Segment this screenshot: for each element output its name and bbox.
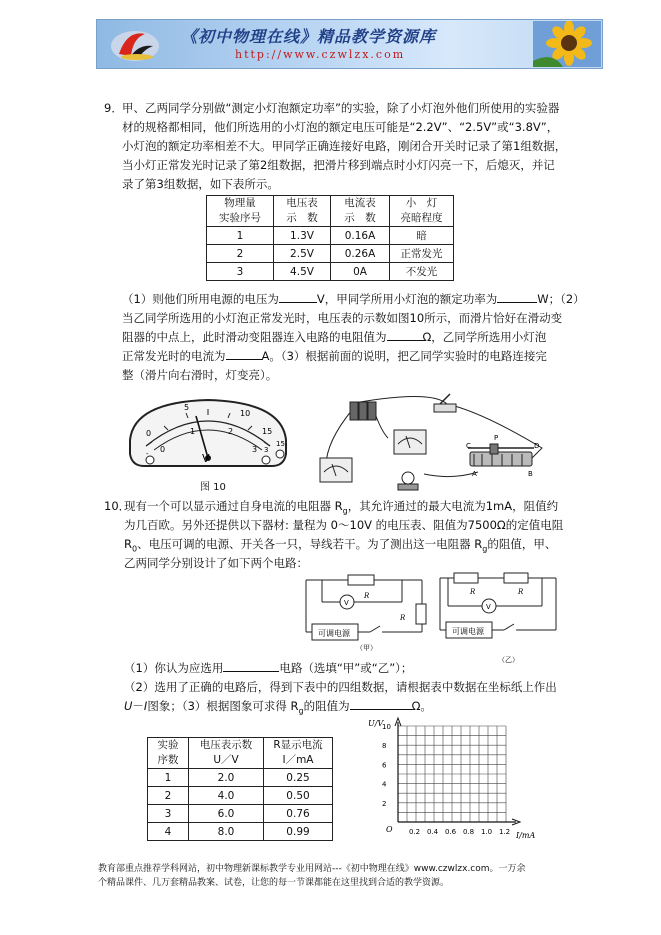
x-tick-label: 1.0 (481, 828, 493, 836)
answer-blank[interactable] (223, 659, 279, 672)
svg-text:15: 15 (262, 427, 273, 436)
svg-text:1: 1 (190, 427, 196, 436)
q9-number: 9． (104, 101, 123, 115)
y-tick-label: 10 (382, 723, 391, 731)
q10-line-4: 乙两同学分别设计了如下两个电路： (124, 556, 308, 570)
svg-text:（甲）: （甲） (356, 644, 377, 652)
table-row: 1 1.3V 0.16A 暗 (207, 227, 454, 245)
sunflower-icon (533, 21, 601, 67)
svg-text:P: P (494, 434, 499, 442)
graph-grid (398, 726, 506, 822)
svg-text:R: R (364, 592, 370, 600)
svg-text:R: R (470, 588, 476, 596)
ui-graph-paper (366, 716, 546, 840)
svg-text:D: D (534, 442, 540, 450)
banner-url[interactable]: http://www.czwlzx.com (235, 48, 406, 61)
q10-line-1: 现有一个可以显示通过自身电流的电阻器 $R_g$，其允许通过的最大电流为1mA，阻值约 (124, 499, 559, 516)
answer-blank[interactable] (497, 290, 537, 303)
svg-text:3: 3 (252, 445, 258, 454)
table-header-row: 物理量 实验序号 电压表 示 数 电流表 示 数 小 灯 亮暗程度 (207, 196, 454, 227)
x-tick-label: 0.4 (427, 828, 439, 836)
svg-text:0: 0 (146, 429, 152, 438)
q9-line-2: 材的规格都相同，他们所选用的小灯泡的额定电压可能是“2.2V”、“2.5V”或“3.8V”， (122, 120, 559, 134)
svg-text:V: V (486, 603, 491, 611)
svg-text:R: R (518, 588, 524, 596)
svg-text:可调电源: 可调电源 (452, 627, 484, 636)
q10-line-2: 为几百欧。另外还提供以下器材: 量程为 0～10V 的电压表、阻值为7500Ω的定值电阻 (124, 518, 564, 532)
resistor-icon (454, 573, 478, 583)
table-row: 2 4.0 0.50 (148, 787, 333, 805)
svg-text:C: C (466, 442, 471, 450)
q9-data-table (206, 195, 454, 281)
switch-icon (504, 624, 514, 630)
x-tick-label: 0.8 (463, 828, 475, 836)
switch-icon (370, 626, 380, 632)
x-tick-label: 1.2 (499, 828, 511, 836)
q10-data-table (147, 737, 333, 841)
svg-text:3: 3 (264, 446, 269, 454)
q10-subq-3: U－I图象；（3）根据图象可求得 $R_g$的阻值为 Ω。 (124, 699, 432, 716)
battery-icon (350, 402, 376, 420)
banner-title: 《初中物理在线》精品教学资源库 (181, 27, 437, 46)
q9-subq-line-2: 当乙同学所选用的小灯泡正常发光时，电压表的示数如图10所示，而滑片恰好在滑动变 (122, 311, 563, 325)
resistor-icon (348, 575, 374, 585)
rheostat-icon (468, 444, 534, 466)
table-row: 3 4.5V 0A 不发光 (207, 263, 454, 281)
origin-label: O (386, 825, 393, 834)
table-row: 3 6.0 0.76 (148, 805, 333, 823)
svg-text:B: B (528, 470, 533, 478)
q9-subq-line-5: 整（滑片向右滑时，灯变亮）。 (122, 368, 278, 382)
svg-text:-: - (146, 450, 149, 458)
circuit-apparatus (312, 392, 548, 494)
footer-line-1: 教育部重点推荐学科网站，初中物理新课标教学专业用网站---《初中物理在线》www.czwlzx.com。一万余 (98, 864, 526, 874)
y-axis-label: U/V (368, 719, 384, 728)
q10-line-3: $R_0$、电压可调的电源、开关各一只，导线若干。为了测出这一电阻器 $R_g$的阻值，甲、 (124, 537, 557, 554)
y-tick-label: 4 (382, 780, 387, 789)
q9-subq-line-1: （1）则他们所用电源的电压为 V，甲同学所用小灯泡的额定功率为 W；（2） (122, 292, 585, 306)
voltmeter-icon (394, 430, 426, 454)
svg-text:V: V (344, 599, 349, 607)
svg-text:10: 10 (240, 409, 251, 418)
header-banner (96, 19, 603, 69)
circuit-diagram-a (300, 570, 428, 652)
answer-blank[interactable] (279, 290, 317, 303)
svg-text:V: V (202, 452, 210, 465)
svg-text:R: R (400, 614, 406, 622)
answer-blank[interactable] (387, 328, 423, 341)
svg-text:A: A (472, 470, 477, 478)
table-row: 2 2.5V 0.26A 正常发光 (207, 245, 454, 263)
x-axis-label: I/mA (516, 831, 536, 840)
resistor-icon (416, 604, 426, 624)
q9-line-4: 当小灯正常发光时记录了第2组数据，把滑片移到端点时小灯闪亮一下，后熄灭，并记 (122, 158, 555, 172)
svg-text:0: 0 (160, 445, 166, 454)
figure-10-caption: 图 10 (200, 482, 226, 493)
svg-text:2: 2 (228, 427, 234, 436)
voltmeter-dial (124, 396, 292, 472)
q9-subq-line-3: 阻器的中点上，此时滑动变阻器连入电路的电阻值为 Ω，乙同学所选用小灯泡 (122, 330, 547, 344)
svg-text:5: 5 (184, 403, 190, 412)
q10-number: 10． (104, 499, 131, 513)
circuit-diagram-b (434, 568, 562, 664)
y-tick-label: 2 (382, 799, 387, 808)
table-header-row: 实验 序数 电压表示数 U／V R显示电流 I／mA (148, 738, 333, 769)
x-tick-label: 0.2 (409, 828, 421, 836)
logo-icon (105, 24, 165, 64)
svg-text:15: 15 (276, 440, 285, 448)
table-row: 4 8.0 0.99 (148, 823, 333, 841)
q10-subq-1: （1）你认为应选用 电路（选填“甲”或“乙”）； (124, 661, 413, 675)
x-tick-labels (409, 828, 510, 836)
q9-line-3: 小灯泡的额定功率相差不大。甲同学正确连接好电路，刚闭合开关时记录了第1组数据， (122, 139, 567, 153)
ammeter-icon (320, 458, 352, 482)
q10-subq-2: （2）选用了正确的电路后，得到下表中的四组数据，请根据表中数据在坐标纸上作出 (124, 680, 557, 694)
svg-text:可调电源: 可调电源 (318, 629, 350, 638)
resistor-icon (504, 573, 528, 583)
y-tick-label: 6 (382, 761, 387, 770)
answer-blank[interactable] (226, 347, 262, 360)
footer-line-2: 个精品课件、几万套精品教案、试卷，让您的每一节课都能在这里找到合适的教学资源。 (98, 878, 450, 888)
q9-line-5: 录了第3组数据，如下表所示。 (122, 177, 279, 191)
table-row: 1 2.0 0.25 (148, 769, 333, 787)
y-tick-label: 8 (382, 742, 387, 751)
svg-text:（乙）: （乙） (498, 656, 519, 664)
y-tick-labels (382, 723, 391, 808)
q9-line-1: 甲、乙两同学分别做“测定小灯泡额定功率”的实验，除了小灯泡外他们所使用的实验器 (122, 101, 560, 115)
q9-subq-line-4: 正常发光时的电流为 A。（3）根据前面的说明，把乙同学实验时的电路连接完 (122, 349, 547, 363)
lamp-icon (398, 472, 418, 490)
answer-blank[interactable] (350, 697, 412, 710)
x-tick-label: 0.6 (445, 828, 457, 836)
